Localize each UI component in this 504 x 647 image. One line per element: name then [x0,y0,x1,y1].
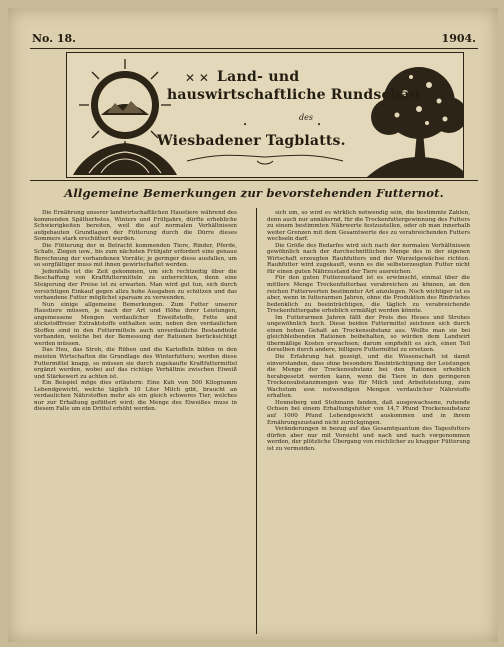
masthead-rule [30,180,478,181]
paragraph: Henneberg und Stohmann fanden, daß ausgewachsene, ruhende Ochsen bei einem Erhaltungsfutter von 14,7 Pfund Trockensubstanz auf 1000 Pfund Lebendgewicht auskommen und in ihrem Ernährungszustand nicht zurückgingen. [267,399,470,426]
svg-text:✕ ✕: ✕ ✕ [185,71,209,85]
paragraph: Das Heu, das Stroh, die Rüben und die Kartoffeln bilden in den meisten Wirtschaften die Grundlage des Winterfutters; werden diese Futtermittel knapp, so müssen sie durch zugekaufte Kraftfuttermittel ergänzt werden, wobei auf das richtige Verhältnis zwischen Eiweiß und Stärkewert zu achten ist. [34,347,237,380]
paragraph: Die Erfahrung hat gezeigt, und die Wissenschaft ist damit einverstanden, dass ohne besondere Beeinträchtigung der Leistungen die Menge der Trockensubstanz bei den Rationen erheblich herabgesetzt werden kann, wenn die Tiere in den geringeren Trockensubstanzmengen was für Milch und Arbeitsleistung, zum Wachstum usw. notwendigen Mengen verdaulicher Nährstoffe erhalten. [267,354,470,400]
paragraph: Die Ernährung unserer landwirtschaftlichen Haustiere während des kommenden Spätherbstes, Winters und Frühjahrs, dürfte erhebliche Schwierigkeiten bereiten, weil die auf normalen Verhältnissen aufgebauten Grundlagen der Fütterung durch die Dürre dieses Sommers stark erschüttert wurden. [34,210,237,243]
masthead-title-line2: hauswirtschaftliche Rundschau [167,87,421,103]
svg-text:•: • [243,121,248,129]
article-headline: Allgemeine Bemerkungen zur bevorstehenden Futternot. [64,186,444,200]
svg-text:•: • [317,121,322,129]
paragraph: Im Futterarmen Jahren fällt der Preis des Heues und Strohes ungewöhnlich hoch. Diese beiden Futtermittel zeichnen sich durch einen hohen Gehalt an Trockensubstanz aus. Wollte man sie bei gleichbleibenden Rationen beibehalten, so würden dem Landwirt übermäßige Kosten erwachsen; darum empfiehlt es sich, einen Teil derselben durch andere, billigere Futtermittel zu ersetzen. [267,314,470,354]
issue-number: No. 18. [32,32,76,45]
tree-ornament [367,67,463,177]
paragraph: Ein Beispiel möge dies erläutern: Eine Kuh von 500 Kilogramm Lebendgewicht, welche täglich 10 Liter Milch gibt, braucht an verdaulichen Nährstoffen mehr als ein gleich schweres Tier, welches nur zur Erhaltung gefüttert wird; die Menge des Eiweißes muss in diesem Falle um ein Drittel erhöht werden. [34,380,237,413]
paragraph: Für den guten Futterzustand ist es erwünscht, einmal über die mittlere Menge Trockenfutterbau verabreichen zu können, an den reichen Futterwerten bestimmter Art anzulegen. Noch wichtiger ist es aber, wenn in futterarmen Jahren, ohne die Produktion des Rindviehes bedenklich zu beeinträchtigen, die täglich zu verabreichende Trockenfuttergabe erheblich ermäßigt werden könnte. [267,275,470,315]
masthead-title-line3: des [299,113,313,122]
newspaper-page [8,8,498,642]
paragraph: Nun einige allgemeine Bemerkungen. Zum Futter unserer Haustiere müssen, je nach der Art und Höhe ihrer Leistungen, angemessene Mengen verdaulicher Eiweißstoffe, Fette und stickstofffreier Extraktstoffe enthalten sein; neben den verdaulichen Stoffen sind in den Futtermitteln auch unverdauliche Bestandteile vorhanden, welche bei der Bemessung der Rationen berücksichtigt werden müssen. [34,301,237,347]
paragraph: Jedenfalls ist die Zeit gekommen, um sich rechtzeitig über die Beschaffung von Kraftfuttermitteln zu unterrichten, denn eine Steigerung der Preise ist zu erwarten. Man wird gut tun, sich durch vorsichtigen Einkauf gegen allzu hohe Ausgaben zu schützen und das vorhandene Futter möglichst sparsam zu verwenden. [34,268,237,302]
paragraph: sich um, so wird es wirklich notwendig sein, die bestimmte Zahlen, denn auch nur annähernd, für die Trockenfuttergewinnung des Futters zu einem bestimmten Nährwerte festzustellen, oder ob man innerhalb weiter Grenzen mit dem Gesamtwerte des zu verabreichenden Futters wechseln darf. [267,210,470,243]
paragraph: Veränderungen in bezug auf das Gesamtquantum des Tagesfutters dürfen aber nur mit Vorsicht und nach und nach vorgenommen werden, der plötzliche Übergang von reichlicher zu knapper Fütterung ist zu vermeiden. [267,426,470,452]
column-divider [256,208,257,634]
paragraph: Die Größe des Bedarfes wird sich nach der normalen Verhältnissen gewöhnlich nach der durchschnittlichen Menge des in der eigenen Wirtschaft erzeugten Rauhfutters und der Wurzelgewächse richten. Rauhfutter wird zugekauft, wenn es die selbsterzeugten Futter nicht für einen guten Nährzustand der Tiere ausreichen. [267,242,470,275]
article-column-left [34,210,237,634]
header-rule [30,48,478,49]
masthead-title-line1: Land- und [217,69,300,85]
paragraph: Die Fütterung der in Betracht kommenden Tiere, Rinder, Pferde, Schafe, Ziegen usw., bis zum nächsten Frühjahr erfordert eine genaue Berechnung der vorhandenen Vorräte; je geringer diese ausfallen, um so sorgfältiger muss mit ihnen gewirtschaftet werden. [34,242,237,269]
farm-vignette-illustration [73,59,177,175]
article-column-right [267,210,470,634]
masthead-title-line4: Wiesbadener Tagblatts. [157,133,346,149]
issue-year: 1904. [441,32,476,45]
page-header [32,32,476,48]
masthead-banner [66,52,464,178]
